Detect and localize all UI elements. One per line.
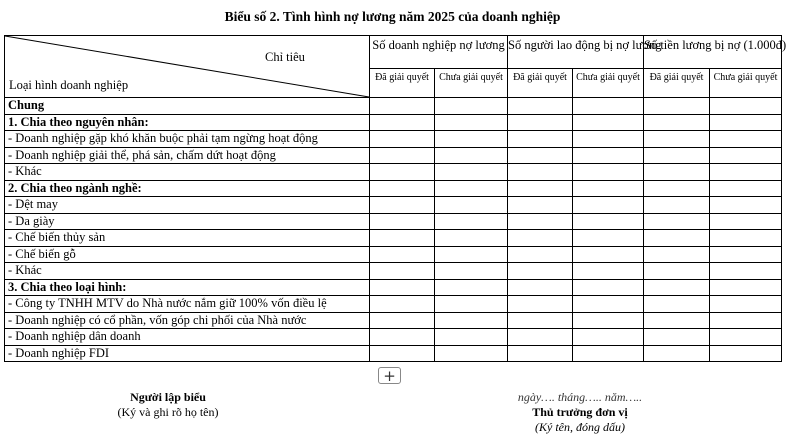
value-cell[interactable]	[370, 279, 435, 296]
value-cell[interactable]	[573, 147, 644, 164]
value-cell[interactable]	[508, 296, 573, 313]
signature-director	[490, 390, 670, 435]
value-cell[interactable]	[710, 213, 782, 230]
table-row	[5, 164, 782, 181]
row-label: - Dệt may	[5, 197, 370, 214]
value-cell[interactable]	[573, 312, 644, 329]
value-cell[interactable]	[573, 164, 644, 181]
value-cell[interactable]	[508, 279, 573, 296]
value-cell[interactable]	[370, 131, 435, 148]
value-cell[interactable]	[644, 312, 710, 329]
value-cell[interactable]	[644, 345, 710, 362]
table-row	[5, 279, 782, 296]
subheader-unresolved: Chưa giải quyết	[710, 69, 782, 98]
value-cell[interactable]	[508, 164, 573, 181]
subheader-resolved: Đã giải quyết	[644, 69, 710, 98]
header-group-workers: Số người lao động bị nợ lương	[508, 36, 644, 69]
subheader-unresolved: Chưa giải quyết	[435, 69, 508, 98]
value-cell[interactable]	[370, 164, 435, 181]
value-cell[interactable]	[710, 131, 782, 148]
value-cell[interactable]	[508, 98, 573, 115]
header-group-amount: Số tiền lương bị nợ (1.000đ)	[644, 36, 782, 69]
value-cell[interactable]	[573, 131, 644, 148]
value-cell[interactable]	[370, 296, 435, 313]
value-cell[interactable]	[573, 296, 644, 313]
value-cell[interactable]	[710, 98, 782, 115]
value-cell[interactable]	[435, 114, 508, 131]
subheader-resolved: Đã giải quyết	[370, 69, 435, 98]
value-cell[interactable]	[644, 180, 710, 197]
value-cell[interactable]	[644, 147, 710, 164]
value-cell[interactable]	[508, 312, 573, 329]
row-label: 3. Chia theo loại hình:	[5, 279, 370, 296]
value-cell[interactable]	[573, 98, 644, 115]
value-cell[interactable]	[508, 180, 573, 197]
row-label: - Da giày	[5, 213, 370, 230]
table-row	[5, 263, 782, 280]
value-cell[interactable]	[644, 296, 710, 313]
value-cell[interactable]	[573, 246, 644, 263]
value-cell[interactable]	[435, 98, 508, 115]
value-cell[interactable]	[710, 246, 782, 263]
table-row	[5, 147, 782, 164]
table-row	[5, 312, 782, 329]
value-cell[interactable]	[370, 213, 435, 230]
value-cell[interactable]	[644, 213, 710, 230]
value-cell[interactable]	[573, 197, 644, 214]
value-cell[interactable]	[573, 345, 644, 362]
value-cell[interactable]	[435, 345, 508, 362]
value-cell[interactable]	[710, 329, 782, 346]
report-table	[4, 35, 786, 362]
subheader-resolved: Đã giải quyết	[508, 69, 573, 98]
row-label: - Chế biến thủy sản	[5, 230, 370, 247]
signature-date: ngày…. tháng….. năm…..	[517, 390, 643, 404]
value-cell[interactable]	[370, 263, 435, 280]
value-cell[interactable]	[508, 114, 573, 131]
header-chi-tieu: Chỉ tiêu	[265, 50, 305, 64]
value-cell[interactable]	[435, 131, 508, 148]
value-cell[interactable]	[435, 246, 508, 263]
value-cell[interactable]	[710, 147, 782, 164]
value-cell[interactable]	[644, 263, 710, 280]
value-cell[interactable]	[644, 131, 710, 148]
header-row	[5, 36, 782, 69]
signature-preparer	[88, 390, 248, 420]
value-cell[interactable]	[644, 164, 710, 181]
value-cell[interactable]	[710, 279, 782, 296]
preparer-note: (Ký và ghi rõ họ tên)	[117, 405, 219, 419]
value-cell[interactable]	[644, 230, 710, 247]
value-cell[interactable]	[435, 230, 508, 247]
value-cell[interactable]	[435, 213, 508, 230]
value-cell[interactable]	[573, 213, 644, 230]
table-row	[5, 114, 782, 131]
value-cell[interactable]	[508, 213, 573, 230]
row-label: - Khác	[5, 164, 370, 181]
value-cell[interactable]	[435, 296, 508, 313]
table-row	[5, 230, 782, 247]
row-label: - Doanh nghiệp gặp khó khăn buộc phải tạm ngừng hoạt động	[5, 131, 370, 148]
row-label: - Doanh nghiệp có cổ phần, vốn góp chi phối của Nhà nước	[5, 312, 370, 329]
row-label: - Doanh nghiệp dân doanh	[5, 329, 370, 346]
value-cell[interactable]	[508, 131, 573, 148]
value-cell[interactable]	[508, 230, 573, 247]
value-cell[interactable]	[710, 197, 782, 214]
value-cell[interactable]	[370, 147, 435, 164]
value-cell[interactable]	[435, 180, 508, 197]
value-cell[interactable]	[508, 329, 573, 346]
value-cell[interactable]	[435, 164, 508, 181]
value-cell[interactable]	[710, 296, 782, 313]
value-cell[interactable]	[435, 147, 508, 164]
row-label: - Khác	[5, 263, 370, 280]
value-cell[interactable]	[370, 345, 435, 362]
value-cell[interactable]	[710, 263, 782, 280]
row-label: - Doanh nghiệp FDI	[5, 345, 370, 362]
value-cell[interactable]	[508, 345, 573, 362]
header-corner-cell	[5, 36, 370, 98]
row-label: - Công ty TNHH MTV do Nhà nước nắm giữ 100% vốn điều lệ	[5, 296, 370, 313]
table-row	[5, 213, 782, 230]
preparer-title: Người lập biểu	[130, 390, 206, 404]
director-note: (Ký tên, đóng dấu)	[535, 420, 625, 434]
value-cell[interactable]	[508, 246, 573, 263]
add-row-button[interactable]: +	[378, 367, 401, 384]
subheader-unresolved: Chưa giải quyết	[573, 69, 644, 98]
value-cell[interactable]	[370, 246, 435, 263]
value-cell[interactable]	[644, 98, 710, 115]
value-cell[interactable]	[435, 263, 508, 280]
value-cell[interactable]	[370, 180, 435, 197]
value-cell[interactable]	[370, 230, 435, 247]
value-cell[interactable]	[435, 312, 508, 329]
value-cell[interactable]	[508, 197, 573, 214]
table-row	[5, 180, 782, 197]
table-row	[5, 197, 782, 214]
page-title: Biểu số 2. Tình hình nợ lương năm 2025 của doanh nghiệp	[224, 9, 561, 24]
row-label: 2. Chia theo ngành nghề:	[5, 180, 370, 197]
header-loai-hinh: Loại hình doanh nghiệp	[9, 78, 129, 92]
value-cell[interactable]	[435, 329, 508, 346]
value-cell[interactable]	[644, 114, 710, 131]
row-label: - Doanh nghiệp giải thể, phá sản, chấm dứt hoạt động	[5, 147, 370, 164]
table-row	[5, 246, 782, 263]
table-row	[5, 131, 782, 148]
table-row	[5, 98, 782, 115]
value-cell[interactable]	[644, 197, 710, 214]
value-cell[interactable]	[435, 197, 508, 214]
value-cell[interactable]	[573, 180, 644, 197]
table-row	[5, 345, 782, 362]
value-cell[interactable]	[508, 263, 573, 280]
value-cell[interactable]	[573, 263, 644, 280]
director-title: Thủ trưởng đơn vị	[532, 405, 628, 419]
value-cell[interactable]	[370, 329, 435, 346]
row-label: Chung	[5, 98, 370, 115]
row-label: 1. Chia theo nguyên nhân:	[5, 114, 370, 131]
value-cell[interactable]	[710, 345, 782, 362]
header-group-enterprises: Số doanh nghiệp nợ lương	[370, 36, 508, 69]
value-cell[interactable]	[573, 279, 644, 296]
value-cell[interactable]	[573, 114, 644, 131]
table-row	[5, 329, 782, 346]
value-cell[interactable]	[370, 197, 435, 214]
value-cell[interactable]	[573, 329, 644, 346]
value-cell[interactable]	[710, 312, 782, 329]
value-cell[interactable]	[710, 180, 782, 197]
value-cell[interactable]	[644, 246, 710, 263]
value-cell[interactable]	[710, 164, 782, 181]
value-cell[interactable]	[435, 279, 508, 296]
value-cell[interactable]	[644, 279, 710, 296]
value-cell[interactable]	[370, 98, 435, 115]
value-cell[interactable]	[710, 230, 782, 247]
value-cell[interactable]	[644, 329, 710, 346]
value-cell[interactable]	[573, 230, 644, 247]
value-cell[interactable]	[370, 312, 435, 329]
value-cell[interactable]	[710, 114, 782, 131]
table-row	[5, 296, 782, 313]
row-label: - Chế biến gỗ	[5, 246, 370, 263]
value-cell[interactable]	[508, 147, 573, 164]
value-cell[interactable]	[370, 114, 435, 131]
